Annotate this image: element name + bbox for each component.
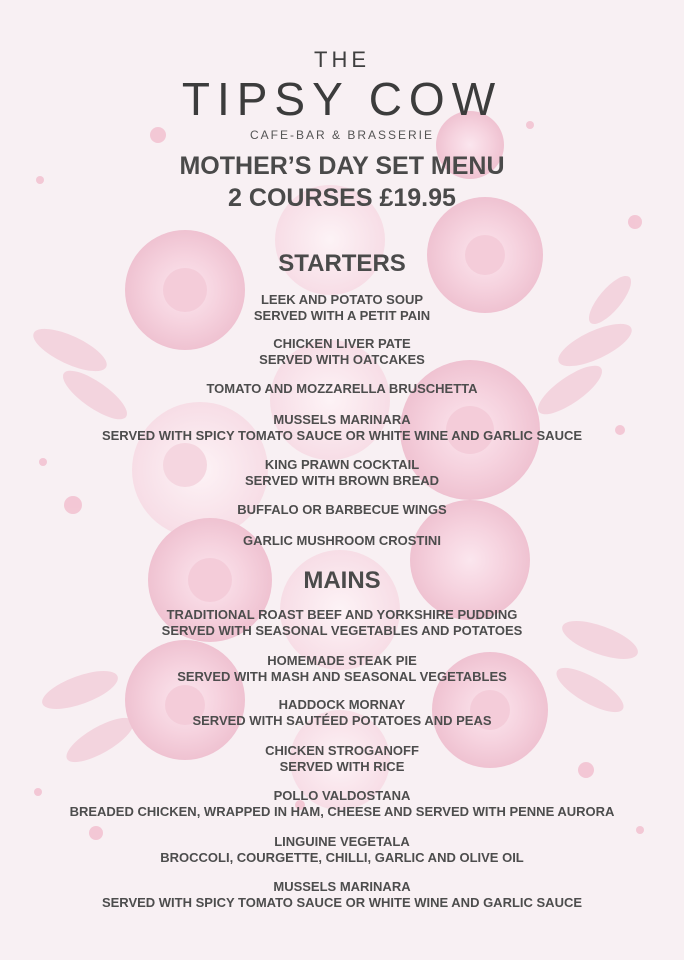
main-item	[0, 697, 684, 729]
mains-heading: MAINS	[303, 567, 381, 594]
item-name: CHICKEN STROGANOFF	[265, 743, 419, 758]
item-name: LEEK AND POTATO SOUP	[260, 292, 424, 307]
item-description: SERVED WITH OATCAKES	[259, 352, 425, 367]
item-name: TOMATO AND MOZZARELLA BRUSCHETTA	[206, 381, 478, 396]
starter-item	[0, 412, 684, 444]
item-description: SERVED WITH SPICY TOMATO SAUCE OR WHITE WINE AND GARLIC SAUCE	[101, 428, 583, 443]
restaurant-logo	[0, 48, 684, 142]
item-description: SERVED WITH SAUTÉED POTATOES AND PEAS	[192, 713, 492, 728]
logo-the: THE	[314, 47, 370, 72]
main-item	[0, 879, 684, 911]
main-item	[0, 834, 684, 866]
starter-item	[0, 457, 684, 489]
item-name: GARLIC MUSHROOM CROSTINI	[243, 533, 441, 548]
item-description: SERVED WITH MASH AND SEASONAL VEGETABLES	[177, 669, 507, 684]
main-item	[0, 788, 684, 820]
item-description: SERVED WITH SEASONAL VEGETABLES AND POTATOES	[161, 623, 523, 638]
starter-item	[0, 502, 684, 518]
main-item	[0, 653, 684, 685]
starter-item	[0, 336, 684, 368]
menu-title	[0, 150, 684, 214]
item-name: LINGUINE VEGETALA	[274, 834, 410, 849]
logo-tagline: CAFE-BAR & BRASSERIE	[249, 128, 435, 142]
main-item	[0, 607, 684, 639]
logo-name: TIPSY COW	[181, 73, 503, 125]
item-description: BROCCOLI, COURGETTE, CHILLI, GARLIC AND OLIVE OIL	[160, 850, 524, 865]
item-description: SERVED WITH RICE	[279, 759, 405, 774]
item-description: SERVED WITH BROWN BREAD	[244, 473, 440, 488]
starters-heading: STARTERS	[278, 250, 406, 277]
item-name: KING PRAWN COCKTAIL	[264, 457, 420, 472]
item-description: SERVED WITH SPICY TOMATO SAUCE OR WHITE WINE AND GARLIC SAUCE	[101, 895, 583, 910]
starter-item	[0, 381, 684, 397]
item-name: TRADITIONAL ROAST BEEF AND YORKSHIRE PUDDING	[166, 607, 518, 622]
starter-item	[0, 533, 684, 549]
item-name: CHICKEN LIVER PATE	[273, 336, 411, 351]
item-name: HADDOCK MORNAY	[278, 697, 406, 712]
starter-item	[0, 292, 684, 324]
item-description: BREADED CHICKEN, WRAPPED IN HAM, CHEESE AND SERVED WITH PENNE AURORA	[69, 804, 615, 819]
item-name: MUSSELS MARINARA	[273, 879, 411, 894]
item-description: SERVED WITH A PETIT PAIN	[253, 308, 431, 323]
item-name: MUSSELS MARINARA	[273, 412, 411, 427]
main-item	[0, 743, 684, 775]
item-name: POLLO VALDOSTANA	[273, 788, 411, 803]
menu-title-line1: MOTHER’S DAY SET MENU	[179, 152, 505, 180]
menu-price-line: 2 COURSES £19.95	[228, 184, 456, 212]
item-name: BUFFALO OR BARBECUE WINGS	[237, 502, 447, 517]
item-name: HOMEMADE STEAK PIE	[267, 653, 417, 668]
